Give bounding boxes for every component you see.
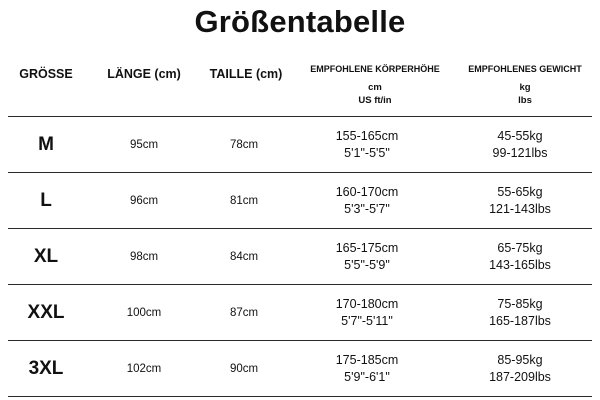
weight-lbs: 143-165lbs [489,258,551,272]
height-ft: 5'5"-5'9" [344,258,390,272]
header-height-unit-ft: US ft/in [358,95,392,106]
divider [8,396,592,397]
table-row [0,285,600,341]
length-cell: 98cm [129,251,159,263]
header-height [310,62,440,107]
size-cell: XL [33,246,59,267]
size-cell: L [40,190,52,211]
height-cell [336,173,399,229]
header-weight-unit-lbs: lbs [518,95,532,106]
height-cell [336,285,399,341]
waist-cell: 84cm [229,251,259,263]
header-waist: TAILLE (cm) [209,67,283,81]
weight-cell [489,173,551,229]
height-ft: 5'3"-5'7" [344,202,390,216]
height-cm: 170-180cm [335,297,399,311]
weight-cell [493,117,548,173]
header-length: LÄNGE (cm) [107,67,181,81]
header-height-label: EMPFOHLENE KÖRPERHÖHE [310,64,440,74]
weight-kg: 75-85kg [497,297,543,311]
weight-cell [489,285,551,341]
length-cell: 96cm [129,195,159,207]
table-row [0,173,600,229]
height-cm: 165-175cm [335,241,399,255]
header-weight [468,62,582,107]
header-weight-unit-kg: kg [519,82,531,93]
weight-lbs: 187-209lbs [489,370,551,384]
table-header [0,56,600,114]
length-cell: 95cm [129,139,159,151]
header-height-unit-cm: cm [368,82,382,93]
size-cell: M [38,134,54,155]
height-ft: 5'1"-5'5" [344,146,390,160]
weight-lbs: 165-187lbs [489,314,551,328]
height-cm: 175-185cm [335,353,399,367]
header-weight-label: EMPFOHLENES GEWICHT [468,64,582,74]
height-cm: 155-165cm [335,129,399,143]
waist-cell: 90cm [229,363,259,375]
table-row [0,341,600,397]
weight-lbs: 99-121lbs [492,146,548,160]
weight-kg: 65-75kg [497,241,543,255]
waist-cell: 87cm [229,307,259,319]
size-cell: 3XL [28,358,64,379]
table-row [0,117,600,173]
weight-cell [489,229,551,285]
weight-kg: 55-65kg [497,185,543,199]
header-size: GRÖSSE [19,67,73,81]
weight-cell [489,341,551,397]
size-cell: XXL [27,302,65,323]
height-cm: 160-170cm [335,185,399,199]
height-cell [336,341,399,397]
weight-kg: 85-95kg [497,353,543,367]
waist-cell: 78cm [229,139,259,151]
table-row [0,229,600,285]
height-cell [336,117,399,173]
weight-kg: 45-55kg [497,129,543,143]
weight-lbs: 121-143lbs [489,202,551,216]
height-cell [336,229,399,285]
waist-cell: 81cm [229,195,259,207]
height-ft: 5'7"-5'11" [341,314,393,328]
length-cell: 100cm [126,307,162,319]
height-ft: 5'9"-6'1" [344,370,390,384]
page-title: Größentabelle [194,4,406,39]
length-cell: 102cm [126,363,162,375]
